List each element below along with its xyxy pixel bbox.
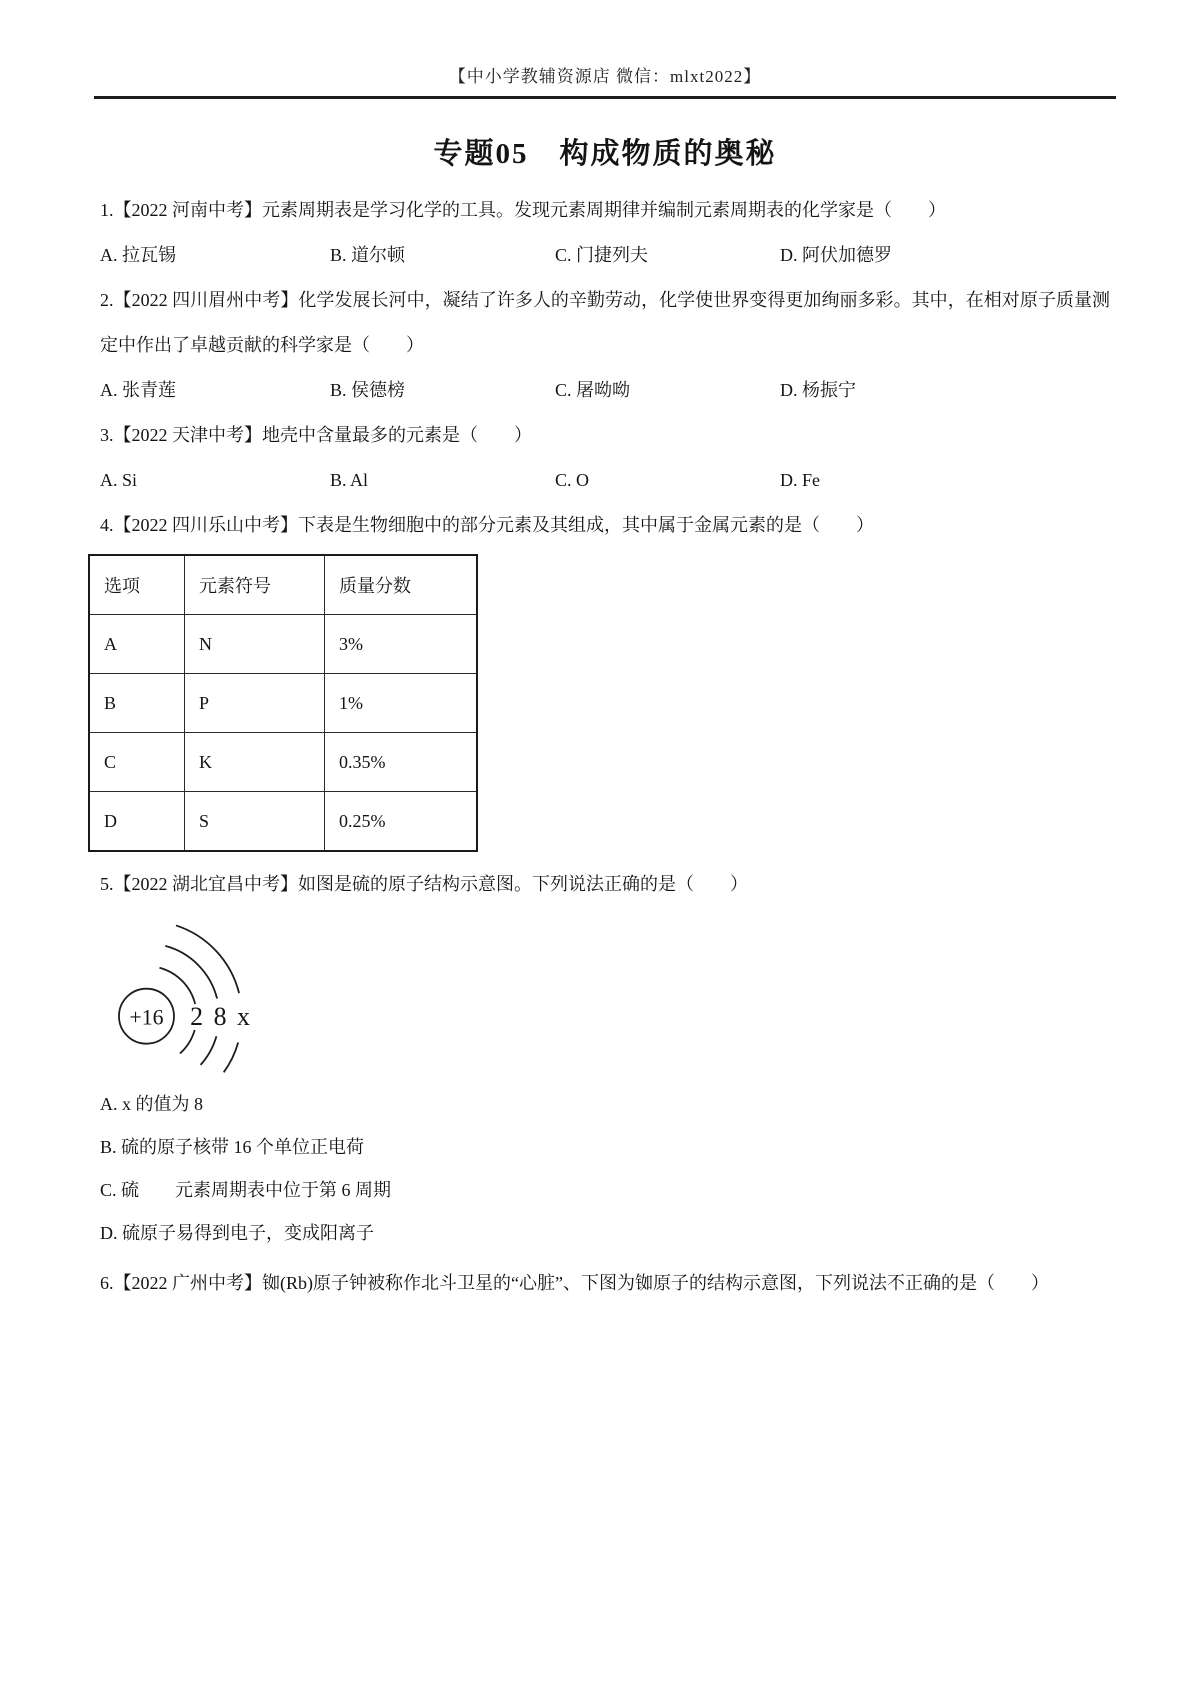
- question-1-options: [100, 233, 1110, 278]
- question-5-option-c: C. 硫 元素周期表中位于第 6 周期: [100, 1180, 392, 1200]
- question-1-option-a: A. 拉瓦锡: [100, 245, 176, 265]
- table-header-mass: 质量分数: [325, 555, 478, 615]
- atomic-structure-icon: [102, 919, 288, 1077]
- document-header: 【中小学教辅资源店 微信：mlxt2022】: [448, 67, 762, 86]
- question-5-stem: 5.【2022 湖北宜昌中考】如图是硫的原子结构示意图。下列说法正确的是（ ）: [100, 874, 748, 894]
- table-header-row: [89, 555, 477, 615]
- nucleus-charge-label: +16: [129, 1005, 164, 1030]
- question-1-stem: 1.【2022 河南中考】元素周期表是学习化学的工具。发现元素周期律并编制元素周期表的化学家是（ ）: [100, 200, 946, 220]
- table-cell: C: [89, 733, 185, 792]
- shell-1-count: 2: [190, 1002, 204, 1032]
- table-header-option: 选项: [89, 555, 185, 615]
- table-cell: S: [185, 792, 325, 852]
- question-5-option-b: B. 硫的原子核带 16 个单位正电荷: [100, 1137, 365, 1157]
- question-2-option-a: A. 张青莲: [100, 380, 176, 400]
- table-cell: 1%: [325, 674, 478, 733]
- question-5-option-a: A. x 的值为 8: [100, 1094, 203, 1114]
- question-2: [100, 278, 1110, 413]
- shell-3-count: x: [237, 1002, 250, 1032]
- table-cell: N: [185, 615, 325, 674]
- table-header-symbol: 元素符号: [185, 555, 325, 615]
- table-row: [89, 674, 477, 733]
- sulfur-atomic-structure-diagram: [102, 919, 1110, 1077]
- header-divider-line: [94, 96, 1116, 99]
- question-3-option-a: A. Si: [100, 470, 138, 490]
- question-3-option-d: D. Fe: [780, 470, 820, 490]
- element-mass-table: [88, 554, 478, 852]
- question-2-stem: 2.【2022 四川眉州中考】化学发展长河中，凝结了许多人的辛勤劳动，化学使世界变得更加绚丽多彩。其中，在相对原子质量测定中作出了卓越贡献的科学家是（ ）: [100, 290, 1110, 355]
- table-row: [89, 792, 477, 852]
- table-cell: 0.35%: [325, 733, 478, 792]
- question-3: [100, 413, 1110, 503]
- table-cell: P: [185, 674, 325, 733]
- question-5: [100, 862, 1110, 1255]
- question-1-option-c: C. 门捷列夫: [555, 245, 649, 265]
- question-6-stem: 6.【2022 广州中考】铷(Rb)原子钟被称作北斗卫星的“心脏”、下图为铷原子的结构示意图，下列说法不正确的是（ ）: [100, 1273, 1049, 1293]
- question-3-options: [100, 458, 1110, 503]
- question-3-option-c: C. O: [555, 470, 590, 490]
- table-cell: 3%: [325, 615, 478, 674]
- table-cell: K: [185, 733, 325, 792]
- table-row: [89, 733, 477, 792]
- question-6: [100, 1261, 1110, 1306]
- question-1-option-b: B. 道尔顿: [330, 245, 406, 265]
- question-1: [100, 188, 1110, 278]
- question-2-option-d: D. 杨振宁: [780, 380, 856, 400]
- question-4: [100, 503, 1110, 852]
- question-5-option-d: D. 硫原子易得到电子，变成阳离子: [100, 1223, 374, 1243]
- table-cell: 0.25%: [325, 792, 478, 852]
- question-3-stem: 3.【2022 天津中考】地壳中含量最多的元素是（ ）: [100, 425, 532, 445]
- question-2-option-c: C. 屠呦呦: [555, 380, 631, 400]
- table-cell: B: [89, 674, 185, 733]
- question-2-options: [100, 368, 1110, 413]
- question-1-option-d: D. 阿伏加德罗: [780, 245, 892, 265]
- shell-2-count: 8: [213, 1002, 227, 1032]
- question-3-option-b: B. Al: [330, 470, 369, 490]
- question-4-stem: 4.【2022 四川乐山中考】下表是生物细胞中的部分元素及其组成，其中属于金属元素的是（ ）: [100, 515, 874, 535]
- question-2-option-b: B. 侯德榜: [330, 380, 406, 400]
- page-title: 专题05 构成物质的奥秘: [433, 138, 777, 170]
- table-cell: D: [89, 792, 185, 852]
- table-cell: A: [89, 615, 185, 674]
- table-row: [89, 615, 477, 674]
